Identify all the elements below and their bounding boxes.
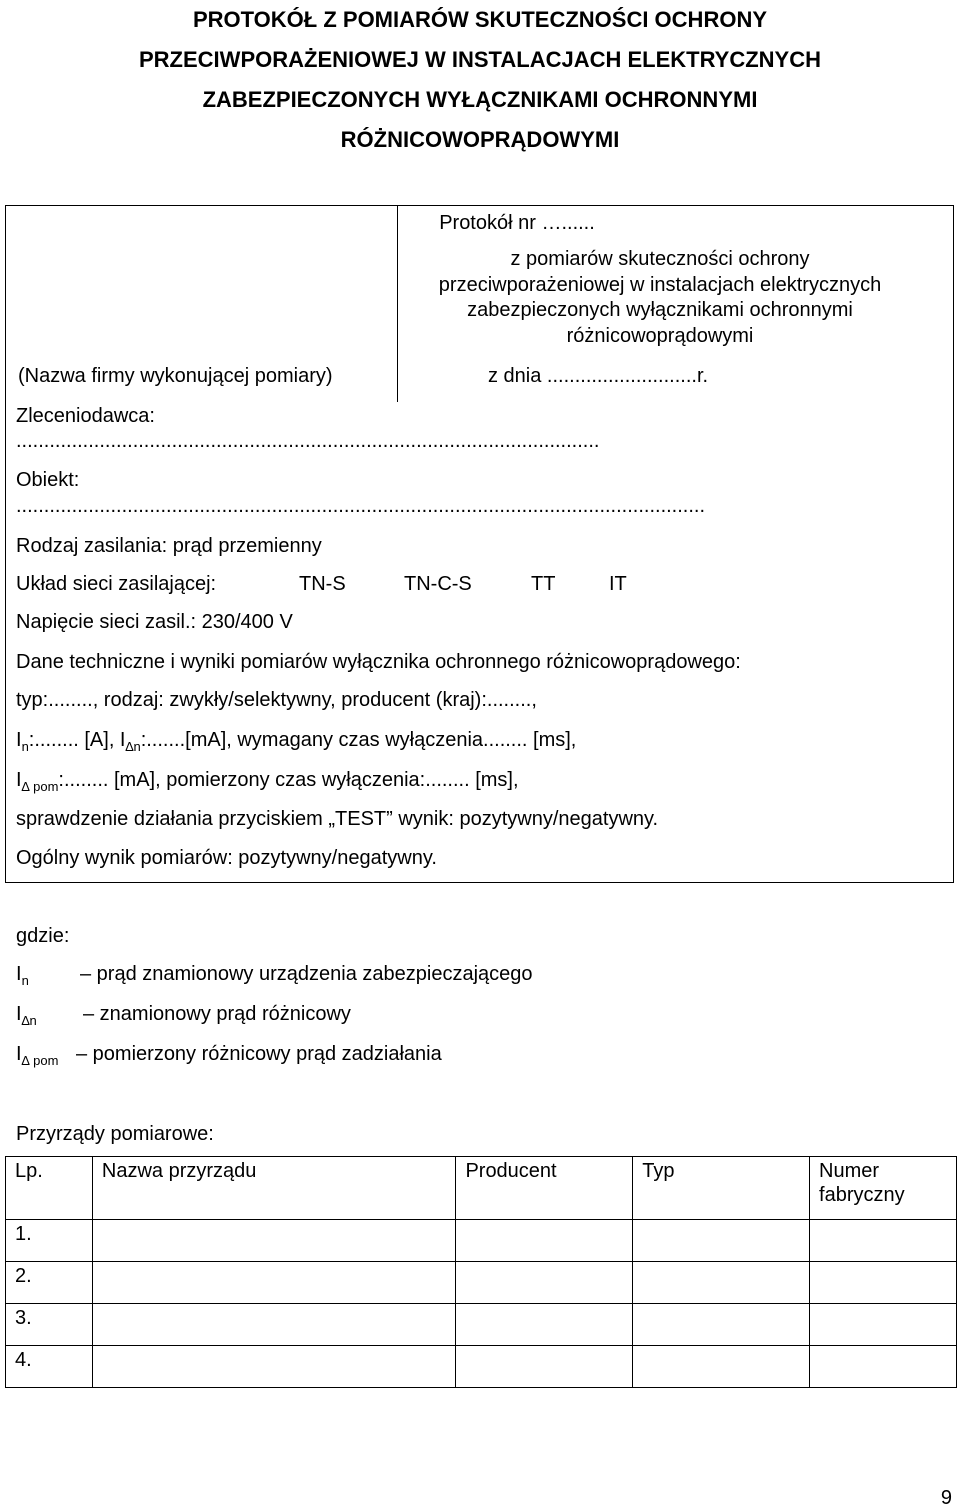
- table-cell: [456, 1262, 633, 1304]
- column-header-type: Typ: [633, 1157, 810, 1220]
- tech-data-heading: Dane techniczne i wyniki pomiarów wyłącznika ochronnego różnicowoprądowego:: [16, 651, 741, 673]
- table-cell: [92, 1346, 456, 1388]
- table-row: [6, 1262, 957, 1304]
- legend-text-ipom: – pomierzony różnicowy prąd zadziałania: [76, 1043, 442, 1065]
- table-cell: [633, 1220, 810, 1262]
- title-line-2: PRZECIWPORAŻENIOWEJ W INSTALACJACH ELEKTRYCZNYCH: [139, 47, 821, 72]
- idn-value-text: :.......[mA], wymagany czas wyłączenia........ [ms],: [140, 729, 577, 751]
- row-number: 3.: [6, 1304, 93, 1346]
- legend-subscript: n: [21, 973, 29, 988]
- instruments-heading: Przyrządy pomiarowe:: [16, 1123, 214, 1145]
- legend-symbol: I: [16, 1043, 22, 1065]
- table-cell: [810, 1220, 957, 1262]
- network-option-tn-c-s: TN-C-S: [404, 573, 472, 595]
- title-line-3: ZABEZPIECZONYCH WYŁĄCZNIKAMI OCHRONNYMI: [202, 87, 758, 112]
- measured-current-line: [16, 768, 519, 794]
- row-number: 2.: [6, 1262, 93, 1304]
- in-symbol: I: [16, 729, 22, 751]
- legend-symbol: I: [16, 1003, 22, 1025]
- voltage-line: Napięcie sieci zasil.: 230/400 V: [16, 611, 293, 633]
- protocol-desc-1: z pomiarów skuteczności ochrony: [510, 248, 810, 270]
- table-cell: [92, 1304, 456, 1346]
- column-header-lp: Lp.: [6, 1157, 93, 1220]
- protocol-desc-3: zabezpieczonych wyłącznikami ochronnymi: [467, 299, 853, 321]
- test-button-line: sprawdzenie działania przyciskiem „TEST” wynik: pozytywny/negatywny.: [16, 808, 659, 830]
- table-cell: [810, 1262, 957, 1304]
- type-line: typ:........, rodzaj: zwykły/selektywny, producent (kraj):........,: [16, 689, 537, 711]
- column-header-producer: Producent: [456, 1157, 633, 1220]
- table-cell: [456, 1346, 633, 1388]
- table-row: [6, 1220, 957, 1262]
- network-option-tn-s: TN-S: [299, 573, 346, 595]
- legend-heading: gdzie:: [16, 925, 70, 947]
- legend-symbol-in: [16, 962, 29, 988]
- legend-text-idn: – znamionowy prąd różnicowy: [83, 1003, 351, 1025]
- column-header-serial: Numer fabryczny: [810, 1157, 957, 1220]
- table-header-row: [6, 1157, 957, 1220]
- client-label: Zleceniodawca:: [16, 405, 155, 427]
- ipom-value-text: :........ [mA], pomierzony czas wyłączenia:........ [ms],: [58, 769, 519, 791]
- client-field: .........................................................................................................: [16, 430, 600, 452]
- legend-symbol-ipom: [16, 1042, 58, 1068]
- protocol-desc-2: przeciwporażeniowej w instalacjach elektrycznych: [438, 274, 882, 296]
- in-subscript: n: [21, 739, 29, 754]
- current-line: [16, 728, 576, 754]
- object-label: Obiekt:: [16, 469, 80, 491]
- protocol-desc-4: różnicowoprądowymi: [566, 325, 754, 347]
- table-cell: [456, 1220, 633, 1262]
- document-title: [0, 0, 960, 160]
- table-cell: [633, 1346, 810, 1388]
- table-row: [6, 1304, 957, 1346]
- legend-symbol-idn: [16, 1002, 37, 1028]
- idn-subscript: ∆n: [125, 739, 141, 754]
- ipom-subscript: ∆ pom: [21, 779, 59, 794]
- page-number: 9: [940, 1487, 952, 1509]
- title-line-4: RÓŻNICOWOPRĄDOWYMI: [340, 127, 620, 152]
- legend-symbol: I: [16, 963, 22, 985]
- protocol-date: z dnia ...........................r.: [488, 365, 709, 387]
- title-line-1: PROTOKÓŁ Z POMIARÓW SKUTECZNOŚCI OCHRONY: [192, 7, 768, 32]
- table-cell: [810, 1304, 957, 1346]
- legend-subscript: ∆ pom: [21, 1053, 59, 1068]
- supply-type: Rodzaj zasilania: prąd przemienny: [16, 535, 322, 557]
- protocol-number: Protokół nr …......: [439, 212, 595, 234]
- table-cell: [92, 1262, 456, 1304]
- column-header-name: Nazwa przyrządu: [92, 1157, 456, 1220]
- ipom-symbol: I: [16, 769, 22, 791]
- table-cell: [633, 1304, 810, 1346]
- table-cell: [92, 1220, 456, 1262]
- table-cell: [810, 1346, 957, 1388]
- object-field: ............................................................................................................................: [16, 495, 706, 517]
- company-name-label: (Nazwa firmy wykonującej pomiary): [18, 365, 333, 387]
- network-option-it: IT: [609, 573, 627, 595]
- table-cell: [633, 1262, 810, 1304]
- table-cell: [456, 1304, 633, 1346]
- network-option-tt: TT: [531, 573, 556, 595]
- table-row: [6, 1346, 957, 1388]
- network-label: Układ sieci zasilającej:: [16, 573, 217, 595]
- instruments-table: [5, 1156, 957, 1388]
- in-value-text: :........ [A], I: [28, 729, 126, 751]
- row-number: 4.: [6, 1346, 93, 1388]
- legend-subscript: ∆n: [21, 1013, 37, 1028]
- row-number: 1.: [6, 1220, 93, 1262]
- legend-text-in: – prąd znamionowy urządzenia zabezpieczającego: [80, 963, 533, 985]
- overall-result-line: Ogólny wynik pomiarów: pozytywny/negatywny.: [16, 847, 437, 869]
